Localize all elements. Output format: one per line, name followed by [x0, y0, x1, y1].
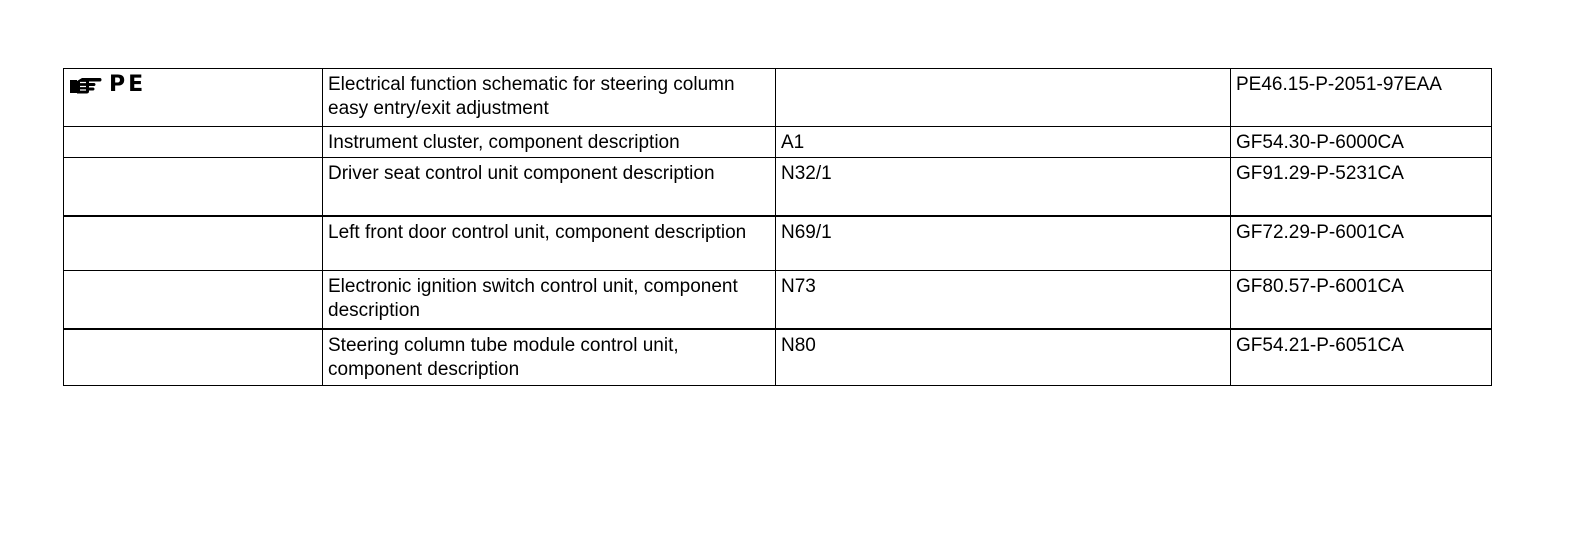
description-cell: Driver seat control unit component description [323, 158, 776, 216]
pointing-hand-icon [69, 75, 103, 95]
marker-cell [64, 329, 323, 386]
component-cell: N32/1 [776, 158, 1231, 216]
component-cell [776, 69, 1231, 127]
table-row [64, 127, 1492, 158]
description-cell: Left front door control unit, component description [323, 216, 776, 271]
description-cell: Electrical function schematic for steering column easy entry/exit adjustment [323, 69, 776, 127]
reference-table [63, 68, 1492, 386]
table-row [64, 329, 1492, 386]
marker-cell [64, 69, 323, 127]
document-link[interactable]: GF72.29-P-6001CA [1231, 216, 1492, 271]
marker-cell [64, 216, 323, 271]
description-cell: Electronic ignition switch control unit, component description [323, 271, 776, 329]
pe-marker [69, 73, 146, 97]
component-cell: N73 [776, 271, 1231, 329]
table-row [64, 158, 1492, 216]
marker-cell [64, 271, 323, 329]
pe-label: PE [109, 72, 147, 97]
table-row [64, 271, 1492, 329]
document-link[interactable]: GF80.57-P-6001CA [1231, 271, 1492, 329]
component-cell: N80 [776, 329, 1231, 386]
marker-cell [64, 158, 323, 216]
table-row [64, 216, 1492, 271]
document-link[interactable]: GF91.29-P-5231CA [1231, 158, 1492, 216]
marker-cell [64, 127, 323, 158]
document-link[interactable]: GF54.21-P-6051CA [1231, 329, 1492, 386]
component-cell: A1 [776, 127, 1231, 158]
description-cell: Instrument cluster, component description [323, 127, 776, 158]
table-row [64, 69, 1492, 127]
document-link[interactable]: GF54.30-P-6000CA [1231, 127, 1492, 158]
description-cell: Steering column tube module control unit, component description [323, 329, 776, 386]
document-link[interactable]: PE46.15-P-2051-97EAA [1231, 69, 1492, 127]
component-cell: N69/1 [776, 216, 1231, 271]
